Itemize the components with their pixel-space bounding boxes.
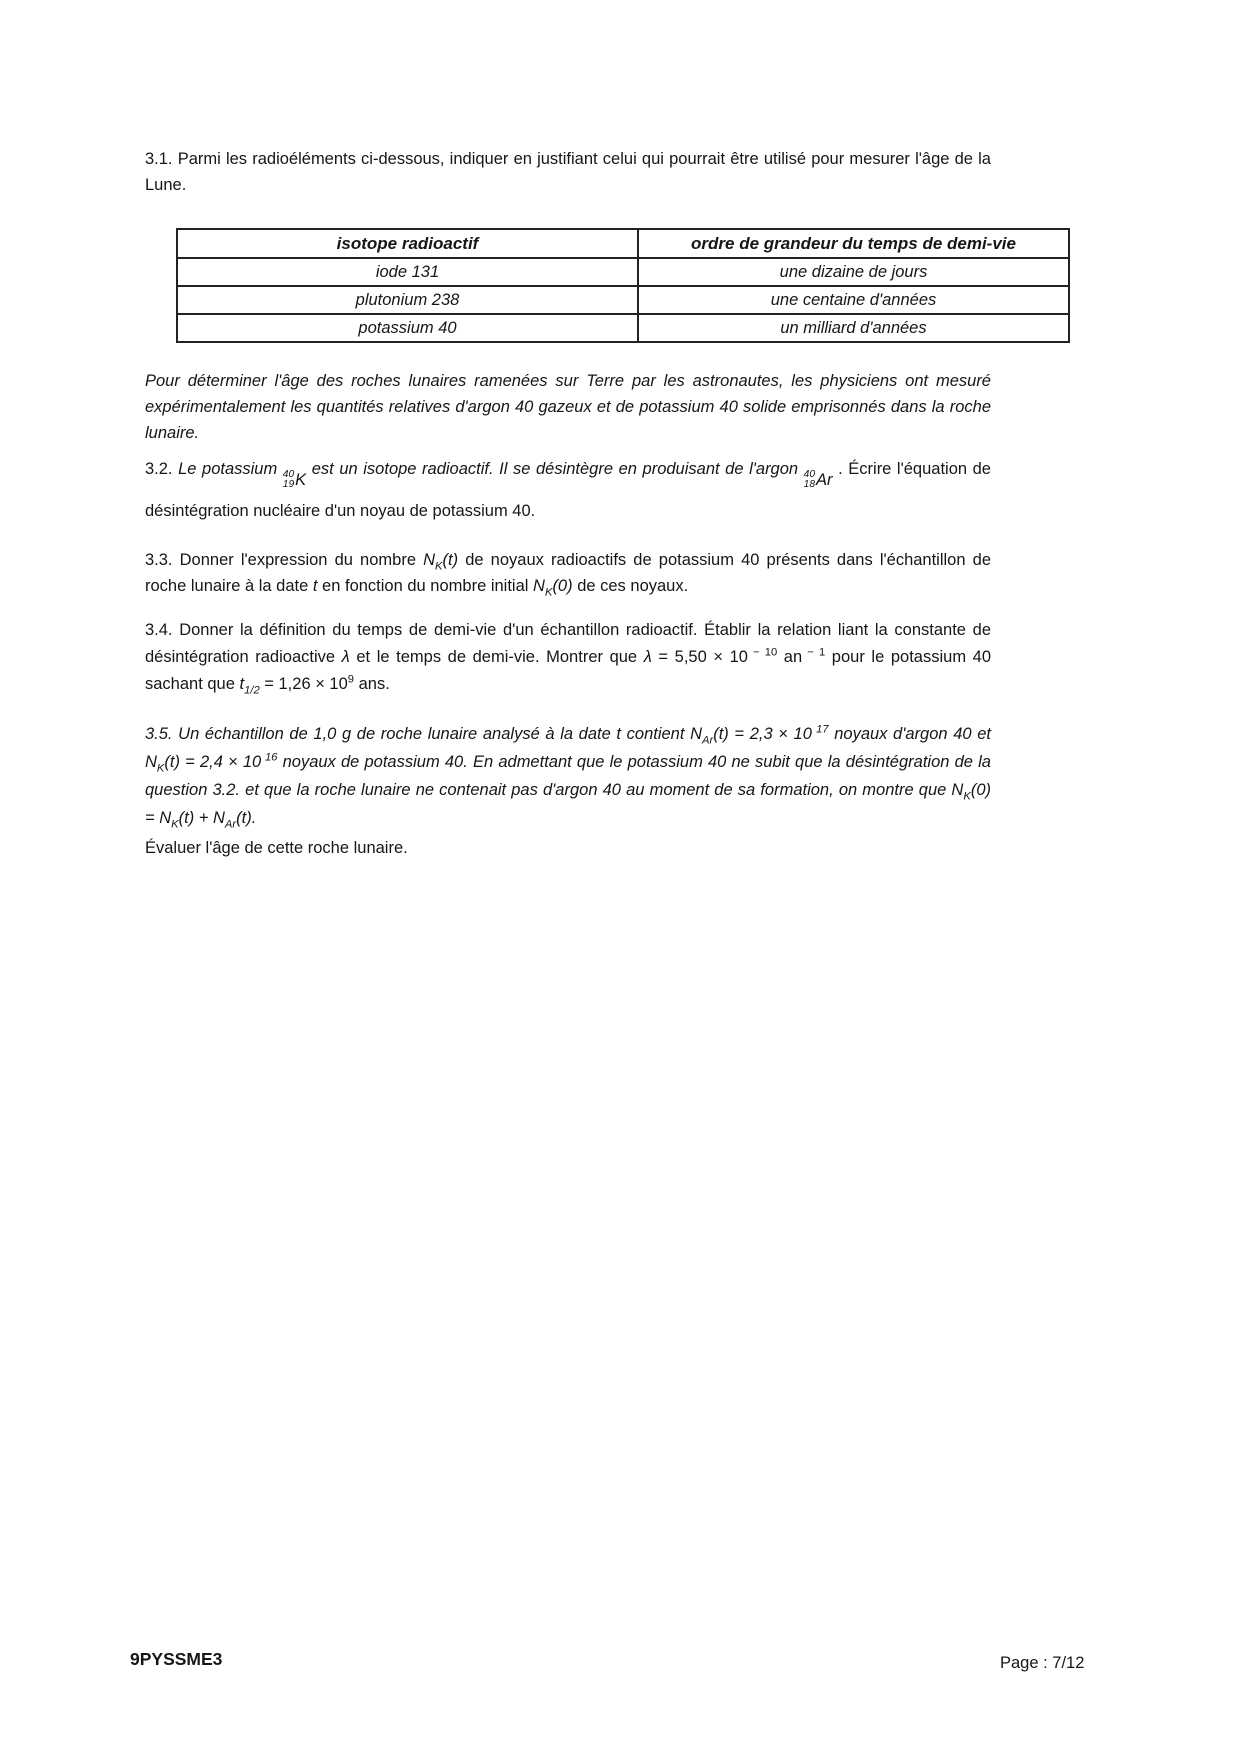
table-cell: un milliard d'années bbox=[638, 314, 1069, 342]
table-cell: une dizaine de jours bbox=[638, 258, 1069, 286]
column-header-half-life: ordre de grandeur du temps de demi-vie bbox=[638, 229, 1069, 258]
nuclide-notation: 40 19 K bbox=[282, 469, 307, 491]
exam-content bbox=[145, 146, 1016, 861]
evaluer-line: Évaluer l'âge de cette roche lunaire. bbox=[145, 838, 408, 857]
column-header-isotope: isotope radioactif bbox=[177, 229, 638, 258]
question-3-2: 3.2. Le potassium 40 19 K est un isotope radioactif. Il se désintègre en produisant de l'argon 40 18 Ar . Écrire l'équation de désintégration nucléaire d'un noyau de potassium 40. bbox=[145, 460, 991, 520]
isotope-table bbox=[176, 228, 1070, 343]
table-cell: potassium 40 bbox=[177, 314, 638, 342]
table-header-row bbox=[177, 229, 1069, 258]
table-cell: une centaine d'années bbox=[638, 286, 1069, 314]
table-cell: iode 131 bbox=[177, 258, 638, 286]
intro-paragraph: Pour déterminer l'âge des roches lunaires ramenées sur Terre par les astronautes, les physiciens ont mesuré expérimentalement les quantités relatives d'argon 40 gazeux et de potassium 40 solide emprisonnés dans la roche lunaire. bbox=[145, 372, 991, 442]
table-cell: plutonium 238 bbox=[177, 286, 638, 314]
table-row bbox=[177, 258, 1069, 286]
question-3-3: 3.3. Donner l'expression du nombre $N_K(t)$ de noyaux radioactifs de potassium 40 présents dans l'échantillon de roche lunaire à la date t en fonction du nombre initial $N_K(0)$ de ces noyaux. bbox=[145, 550, 991, 599]
isotope-table-body bbox=[177, 258, 1069, 342]
nuclide-notation: 40 18 Ar bbox=[803, 469, 833, 491]
question-3-1: 3.1. Parmi les radioéléments ci-dessous, indiquer en justifiant celui qui pourrait être utilisé pour mesurer l'âge de la Lune. bbox=[145, 150, 991, 194]
footer-page-number: Page : 7/12 bbox=[1000, 1654, 1085, 1672]
footer-document-code: 9PYSSME3 bbox=[130, 1649, 223, 1669]
question-3-5: 3.5. Un échantillon de 1,0 g de roche lunaire analysé à la date t contient $N_{Ar}(t) = 2,3 \times 10$ $^{17}$ noyaux d'argon 40 et $N_K(t) = 2,4 \times 10$ $^{16}$ noyaux de potassium 40. En admettant que le potassium 40 ne subit que la désintégration de la question 3.2. et que la roche lunaire ne contenait pas d'argon 40 au moment de sa formation, on montre que $N_K(0) = N_K(t) + N_{Ar}(t)$. bbox=[145, 723, 991, 831]
table-row bbox=[177, 314, 1069, 342]
table-row bbox=[177, 286, 1069, 314]
question-3-4: 3.4. Donner la définition du temps de demi-vie d'un échantillon radioactif. Établir la relation liant la constante de désintégration radioactive λ et le temps de demi-vie. Montrer que λ = 5,50 × 10 $^{- 10}$ an $^{- 1}$ pour le potassium 40 sachant que $t_{1/2} = 1,26 \times 10^9$ ans. bbox=[145, 620, 992, 697]
